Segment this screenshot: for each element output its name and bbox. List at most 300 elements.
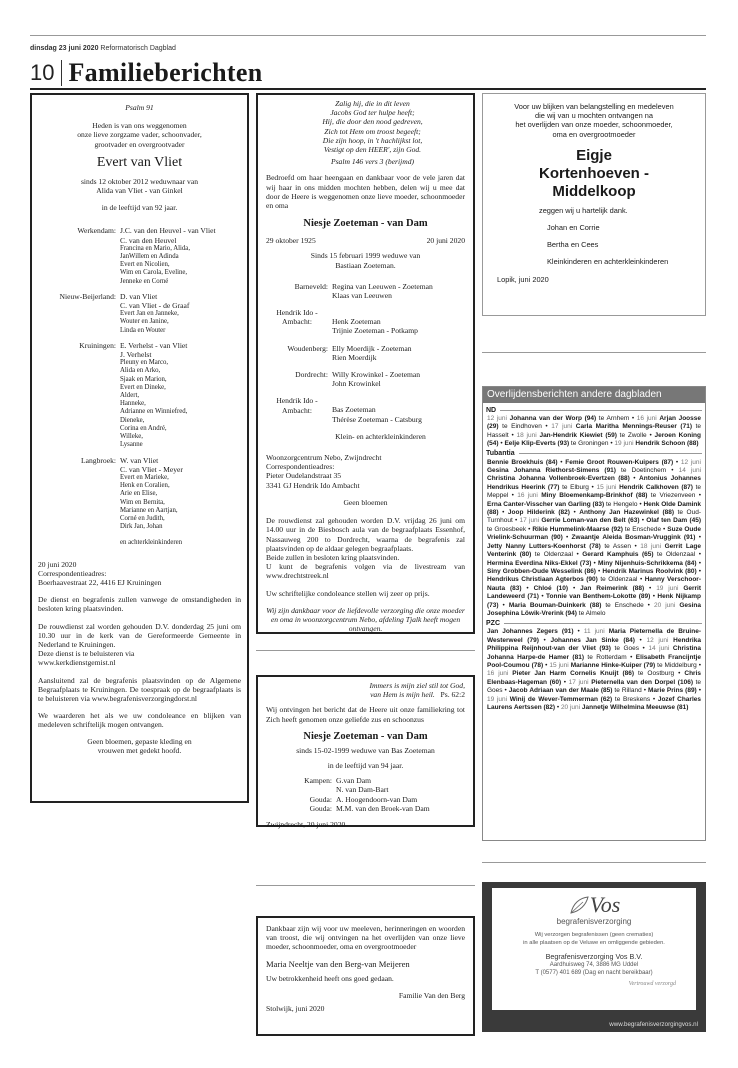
vos-url[interactable]: www.begrafenisverzorgingvos.nl: [609, 1021, 698, 1028]
entry-place: te Hengelo: [604, 500, 638, 508]
entry-separator: •: [637, 500, 644, 508]
entry-name: Gerrie Loman-van den Belt (63): [541, 517, 640, 525]
intro-line: die wij van u mochten ontvangen na: [535, 111, 653, 121]
family-member: Henk Zoeteman: [332, 317, 381, 327]
verse-line: Hij, die door den nood gedreven,: [322, 117, 423, 127]
entry-place: te Breskens: [612, 695, 651, 703]
grandchild: Evert en Marieke,: [120, 473, 169, 481]
grandchild: Evert Jan en Janneke,: [120, 310, 179, 318]
entry-date: 17 juni: [568, 678, 592, 686]
entry-date: 19 juni: [614, 440, 636, 448]
entry-separator: •: [508, 492, 518, 500]
closing-line-2: vrouwen met gedekt hoofd.: [97, 745, 182, 755]
family-group: [266, 396, 465, 423]
family-signature: Familie Van den Berg: [398, 990, 465, 1000]
entry-separator: •: [650, 593, 658, 601]
verse-line: Immers is mijn ziel stil tot God,: [369, 681, 465, 690]
grandchild: Hanneke,: [120, 400, 146, 408]
entry-name: Hendrik Marinus Roolvink (80): [602, 567, 697, 575]
family-member: J.C. van den Heuvel - van Vliet: [120, 226, 216, 236]
death-entry: [549, 662, 696, 669]
entry-place: te Rotterdam: [584, 653, 627, 661]
address-line: Pieter Oudelandstraat 35: [266, 471, 342, 481]
entry-separator: •: [629, 415, 637, 422]
death-entry: [598, 560, 697, 567]
family-member: Rien Moerdijk: [332, 352, 377, 362]
family-member: J. Verhelst: [120, 350, 152, 360]
entry-name: Tonnie van Benthem-Lokotte (89): [546, 593, 651, 601]
entry-separator: •: [695, 534, 701, 542]
entry-name: Anthony Jan Hazewinkel (88): [579, 509, 675, 517]
family-list: [38, 226, 241, 547]
entry-name: Marie Prins (89): [647, 687, 697, 695]
entry-place: te Goes: [487, 678, 702, 695]
entry-separator: •: [646, 431, 655, 439]
death-entry: [534, 585, 569, 592]
family-member: Bas Zoeteman: [332, 405, 376, 415]
grandchild: Corné en Judith,: [120, 514, 165, 522]
place-date: Lopik, juni 2020: [497, 274, 549, 284]
verse-line: Vestigt op den HEER', zijn God.: [323, 145, 422, 155]
entry-name: Arjan Joosse (29): [487, 415, 701, 431]
entry-date: 11 juni: [583, 628, 609, 636]
intro-line-2: onze lieve zorgzame vader, schoonvader,: [77, 130, 202, 140]
entry-name: Zwaantje Aleida Bosman-Vruggink (91): [571, 534, 696, 542]
entry-date: 17 juni: [551, 423, 576, 431]
entry-separator: •: [541, 423, 552, 431]
leaf-logo-icon: [568, 894, 590, 916]
grandchild: Dirk Jan, Johan: [120, 523, 163, 531]
grandchild: Evert en Nicolien,: [120, 261, 170, 269]
entry-separator: •: [696, 687, 701, 695]
paragraph-1: De rouwdienst zal gehouden worden D.V. vrijdag 26 juni om 14.00 uur in de Biesbosch aula van de begraafplaats Essenhof, Nassauweg 200 to Dordrecht, waarna de begrafenis zal plaatsvinden op de aldaar gelegen begraafplaats.: [266, 516, 465, 553]
verse-line: Die zijn hoop, in 't hachlijkst lot,: [322, 135, 423, 145]
paragraph-1b: Beide zullen in besloten kring plaatsvinden.: [266, 552, 400, 562]
entry-separator: •: [639, 645, 649, 653]
notice-date: 20 juni 2020: [38, 559, 77, 569]
vos-phone: T (0577) 401 689 (Dag en nacht bereikbaar): [535, 970, 653, 976]
region-entries-tubantia: [483, 459, 705, 619]
grandchild: Arie en Elise,: [120, 490, 158, 498]
entry-date: 19 juni: [656, 584, 684, 592]
vos-tagline: Vertrouwd verzorgd: [628, 981, 676, 987]
entry-separator: •: [644, 584, 657, 592]
entry-name: Jan-Hendrik Kiewiet (59): [539, 431, 617, 439]
place-label: Werkendam:: [77, 226, 116, 236]
paragraph-4: We waarderen het als we uw condoleance en blijken van medeleven schriftelijk mogen ontvangen.: [38, 711, 241, 730]
place-label: Dordrecht:: [295, 370, 328, 380]
death-entry: [487, 576, 637, 583]
entry-name: Johannes Jan Sinke (84): [550, 636, 635, 644]
grandchild: Wouter en Janine,: [120, 318, 169, 326]
vos-company: Begrafenisverzorging Vos B.V.: [545, 952, 643, 961]
death-entry: [487, 459, 558, 466]
death-entry: [532, 526, 661, 533]
entry-name: Maria Pieternella de Bruine-Westerweel (79): [487, 628, 701, 644]
entry-separator: •: [695, 492, 702, 500]
region-entries-pzc: [483, 628, 705, 712]
family-member: Elly Moerdijk - Zoeteman: [332, 343, 412, 353]
place-date: Stolwijk, juni 2020: [266, 1004, 325, 1014]
family-member: Trijnie Zoeteman - Potkamp: [332, 326, 418, 336]
family-member: D. van Vliet: [120, 291, 158, 301]
entry-date: 14 juni: [678, 467, 702, 475]
entry-place: te Goes: [610, 645, 640, 653]
entry-name: Hendrikus Christiaan Agterbos (90): [487, 576, 598, 584]
death-entry: [509, 687, 642, 694]
entry-separator: •: [569, 509, 580, 517]
vos-address: Aardhuisweg 74, 3886 MG Uddel: [549, 962, 639, 968]
since-line-1: Sinds 15 februari 1999 weduwe van: [310, 251, 421, 261]
death-entry: [520, 517, 640, 524]
entry-name: Jetty Nanny Lutters-Koenhorst (78): [487, 542, 601, 550]
death-notice-niesje-zoeteman: [256, 93, 475, 634]
paragraph-2: Uw schriftelijke condoleance stellen wij zeer op prijs.: [266, 588, 430, 598]
grandchild: Lysanne: [120, 441, 143, 449]
death-entry: [580, 585, 644, 592]
entry-name: Chloé (10): [533, 584, 569, 592]
entry-separator: •: [521, 584, 534, 592]
paragraph-2b: Deze dienst is te beluisteren via: [38, 649, 135, 659]
entry-name: Winij de Wever-Temmerman (62): [509, 695, 613, 703]
vos-subtitle: begrafenisverzorging: [556, 917, 632, 926]
entry-place: te Arnhem: [596, 415, 630, 422]
entry-name: Siny Grobben-Oude Wesselink (86): [487, 567, 596, 575]
family-group: [266, 804, 465, 813]
place-label: Kampen:: [304, 776, 332, 786]
grandchild: Wim en Carola, Eveline,: [120, 269, 188, 277]
region-label-nd: ND: [483, 405, 705, 415]
grandchild: Corina en André,: [120, 424, 167, 432]
entry-date: 14 juni: [648, 645, 673, 653]
family-member: Regina van Leeuwen - Zoeteman: [332, 281, 433, 291]
grandchild: Jenneke en Corné: [120, 277, 169, 285]
family-member: Thérèse Zoeteman - Catsburg: [332, 414, 422, 424]
entry-name: Antonius Johannes Hendrikus Heerink (77): [487, 475, 701, 491]
entry-name: Hermina Everdina Niks-Ekkel (73): [487, 559, 592, 567]
entry-place: te Oldenzaal: [531, 551, 573, 559]
entry-name: Jacob Adriaan van der Maale (85): [508, 687, 613, 695]
deceased-name: Niesje Zoeteman - van Dam: [303, 730, 428, 742]
age-line: in de leeftijd van 92 jaar.: [101, 203, 178, 213]
vos-line-1: Wij verzorgen begrafenissen (geen crematies): [534, 932, 654, 938]
death-entry: [565, 459, 673, 466]
entry-date: 20 juni: [653, 601, 680, 609]
family-member: Klaas van Leeuwen: [332, 291, 392, 301]
entry-place: te Middelburg: [655, 661, 697, 669]
address-line: Woonzorgcentrum Nebo, Zwijndrecht: [266, 453, 382, 463]
family-member: N. van Dam-Bart: [336, 785, 389, 795]
verse-line: Jacobs God ter hulpe heeft;: [330, 108, 415, 118]
death-entry: [487, 628, 573, 635]
entry-separator: •: [673, 458, 681, 466]
death-entry: [572, 534, 696, 541]
family-member: W. van Vliet: [120, 455, 159, 465]
family-line: Bertha en Cees: [547, 240, 599, 250]
entry-separator: •: [641, 687, 648, 695]
paragraph-1c: U kunt de begrafenis volgen via de livestream van www.drechtstreek.nl: [266, 562, 465, 581]
section-heading: Overlijdensberichten andere dagbladen: [483, 387, 705, 403]
death-entry: [648, 687, 697, 694]
family-group: [38, 456, 241, 474]
entry-name: Maria Bouman-Duinkerk (88): [508, 601, 602, 609]
death-entry: [509, 602, 644, 609]
entry-date: 16 juni: [517, 492, 542, 500]
entry-separator: •: [498, 601, 509, 609]
intro: Wij ontvingen het bericht dat de Heere uit onze familiekring tot Zich heeft genomen onze geliefde zus en schoonzus: [266, 705, 465, 724]
family-group: [38, 341, 241, 359]
death-entry: [508, 509, 570, 516]
entry-separator: •: [591, 559, 598, 567]
entry-separator: •: [557, 458, 566, 466]
entry-name: Marianne Hinke-Kuiper (79): [570, 661, 656, 669]
grandchild: Dieneke,: [120, 416, 145, 424]
family-member: M.M. van den Broek-van Dam: [336, 803, 430, 813]
entry-place: te Groningen: [569, 440, 609, 448]
paragraph-1: De dienst en begrafenis zullen vanwege de omstandigheden in besloten kring plaatsvinden.: [38, 595, 241, 614]
no-flowers: Geen bloemen: [343, 497, 388, 507]
entry-separator: •: [538, 636, 551, 644]
entry-separator: •: [696, 559, 701, 567]
address-line: Correspondentieadres:: [266, 462, 335, 472]
family-member: E. Verhelst - van Vliet: [120, 340, 188, 350]
region-entries-nd: [483, 415, 705, 449]
entry-date: 15 juni: [596, 483, 620, 491]
entry-separator: •: [626, 653, 636, 661]
place-label: Barneveld:: [294, 281, 328, 291]
entry-separator: •: [502, 687, 509, 695]
verse-line: van Hem is mijn heil.: [370, 690, 435, 700]
entry-place: te Rilland: [612, 687, 642, 695]
family-member: Willy Krowinkel - Zoeteman: [332, 370, 421, 380]
grandchild: Alida en Arko,: [120, 367, 161, 375]
intro-line-1: Heden is van ons weggenomen: [92, 121, 187, 131]
place-label: Kruiningen:: [79, 340, 116, 350]
entry-separator: •: [573, 628, 584, 636]
entry-name: Johanna van der Worp (94): [509, 415, 597, 422]
entry-place: te Elburg: [559, 483, 589, 491]
entry-date: 18 juni: [640, 542, 665, 550]
paragraph-2: De rouwdienst zal worden gehouden D.V. donderdag 25 juni om 10.30 uur in de kerk van de Gereformeerde Gemeente in Nederland te Kruiningen.: [38, 621, 241, 649]
verse-ref: Ps. 62:2: [440, 690, 465, 700]
entry-name: Gerrit Landeweerd (71): [487, 584, 702, 601]
entry-name: Jan Reimerink (88): [580, 584, 645, 592]
death-entry: [602, 568, 696, 575]
entry-place: te Assen: [600, 542, 631, 550]
deceased-name: Maria Neeltje van den Berg-van Meijeren: [266, 958, 410, 969]
grandchild: Marianne en Aartjan,: [120, 506, 178, 514]
thanks-line: zeggen wij u hartelijk dank.: [539, 205, 628, 215]
entry-date: 12 juni: [646, 636, 674, 644]
death-entry: [546, 593, 650, 600]
death-entry: [517, 432, 647, 439]
entry-name: Hendrik Schoon (88): [635, 440, 699, 448]
deceased-name: Niesje Zoeteman - van Dam: [303, 218, 428, 230]
death-entry: [582, 551, 695, 558]
entry-date: 12 juni: [487, 415, 510, 422]
entry-separator: •: [572, 551, 583, 559]
entry-date: 12 juni: [680, 458, 701, 466]
entry-date: 18 juni: [516, 431, 540, 439]
vos-funeral-ad: [482, 882, 706, 1032]
page-header: [30, 60, 262, 86]
family-group: [266, 776, 465, 794]
death-entry: [487, 696, 650, 703]
grandchild: Francina en Mario, Alida,: [120, 244, 191, 252]
entry-name: Jannetje Wilhelmina Meeuwse (81): [581, 704, 689, 711]
entry-date: 16 juni: [487, 670, 513, 678]
entry-name: Gesina Johanna Riethorst-Simens (91): [487, 467, 616, 475]
entry-place: te Zwolle: [616, 431, 647, 439]
grandchild: JanWillem en Adinda: [120, 253, 179, 261]
intro-line: Voor uw blijken van belangstelling en medeleven: [514, 102, 674, 111]
death-entry: [517, 492, 695, 499]
vos-line-2: in alle plaatsen op de Veluwe en omliggende gebieden.: [523, 939, 665, 946]
place-date: Zwijndrecht, 20 juni 2020: [266, 820, 346, 830]
since-line-2: Bastiaan Zoeteman.: [335, 260, 396, 270]
entry-separator: •: [666, 467, 679, 475]
grandchild: Wim en Bernita,: [120, 498, 165, 506]
divider: [256, 650, 475, 651]
vos-ad-panel: [492, 888, 696, 1010]
family-member: C. van Vliet - Meyer: [120, 464, 183, 474]
verse-line: Zich tot Hem om troost begeeft;: [324, 126, 421, 136]
entry-separator: •: [634, 636, 647, 644]
intro-line: oma en overgrootmoeder: [552, 129, 636, 139]
entry-name: Jozef Charles Laurens Aertssen (82): [487, 695, 701, 711]
kerkdienst-link[interactable]: www.kerkdienstgemist.nl: [38, 658, 116, 668]
entry-separator: •: [608, 440, 615, 448]
entry-name: Gerard Kamphuis (65): [582, 551, 654, 559]
death-entry: [487, 543, 631, 550]
family-group: [266, 344, 465, 362]
entry-date: 17 juni: [519, 517, 542, 525]
deceased-name-line: Kortenhoeven -: [538, 164, 649, 182]
death-entry: [487, 415, 629, 422]
place-label: Nieuw-Beijerland:: [59, 291, 116, 301]
death-entry: [550, 637, 634, 644]
entry-place: te Eindhoven: [498, 423, 542, 431]
entry-name: Olaf ten Dam (45): [646, 517, 702, 525]
death-entry: [614, 440, 698, 447]
death-notice-evert-van-vliet: [30, 93, 249, 803]
divider: [482, 862, 706, 863]
entry-separator: •: [498, 509, 508, 517]
entry-name: Rikie Hummelink-Maarse (92): [532, 525, 623, 533]
entry-name: Henk Nijkamp (73): [487, 593, 701, 609]
region-label-pzc: PZC: [483, 618, 705, 628]
entry-place: te Oud-Turnhout: [487, 509, 701, 525]
grandchild: Henk en Coralien,: [120, 482, 170, 490]
deceased-name-line: Eigje: [576, 146, 612, 164]
entry-separator: •: [512, 517, 520, 525]
grandchild: Linda en Wouter: [120, 326, 166, 334]
family-line: Kleinkinderen en achterkleinkinderen: [547, 257, 669, 267]
family-member: C. van Vliet - de Graaf: [120, 301, 190, 311]
family-group: [266, 282, 465, 300]
entry-name: Jan Johannes Zegers (91): [487, 628, 574, 636]
grandchild: Adrianne en Winniefred,: [120, 408, 188, 416]
deceased-name-line: Middelkoop: [552, 182, 636, 200]
family-group: [266, 370, 465, 388]
death-entry: [487, 560, 591, 567]
family-group: [38, 292, 241, 310]
entry-separator: •: [643, 601, 654, 609]
entry-place: te Groesbeek: [487, 525, 527, 533]
grandchild: Aldert,: [120, 392, 140, 400]
entry-separator: •: [555, 704, 561, 711]
paragraph-3: Aansluitend zal de begrafenis plaatsvinden op de Algemene Begraafplaats te Kruiningen. De toespraak op de begraafplaats is te beluisteren via www.begrafenisverzorgingdorst.nl: [38, 675, 241, 703]
entry-name: Hendrik Calkhoven (87): [619, 483, 693, 491]
entry-name: Joop Hilderink (82): [507, 509, 570, 517]
entry-separator: •: [568, 584, 581, 592]
entry-name: Henk Olde Damink (88): [487, 500, 701, 517]
intro-line-3: grootvader en overgrootvader: [94, 139, 185, 149]
verse-ref: Psalm 146 vers 3 (berijmd): [330, 157, 415, 167]
thank-you-notice-kortenhoeven: [482, 93, 706, 316]
since-line-1: sinds 12 oktober 2012 weduwnaar van: [80, 176, 199, 186]
death-date: 20 juni 2020: [426, 236, 465, 246]
entry-separator: •: [588, 483, 597, 491]
entry-name: Bennie Broekhuis (84): [487, 458, 558, 466]
place-label: Hendrik Ido - Ambacht:: [276, 308, 318, 327]
entry-place: te Oldenzaal: [597, 576, 638, 584]
intro-line: het overlijden van onze moeder, schoonmoeder,: [515, 120, 673, 130]
entry-place: te Meppel: [487, 483, 701, 500]
entry-name: Pieternella van den Dorpel (106): [591, 678, 693, 686]
death-notices-other-papers: [482, 386, 706, 841]
grandchildren: Klein- en achterkleinkinderen: [335, 431, 426, 441]
entry-place: te Doetinchem: [615, 467, 667, 475]
family-group: [266, 795, 465, 804]
entry-place: te Hasselt: [487, 423, 701, 439]
entry-separator: •: [630, 542, 641, 550]
entry-separator: •: [696, 661, 701, 669]
entry-separator: •: [562, 534, 572, 542]
family-group: [38, 226, 241, 244]
grandchild: Sjaak en Marion,: [120, 375, 167, 383]
deceased-name: Evert van Vliet: [96, 154, 183, 170]
corr-label: Correspondentieadres:: [38, 568, 107, 578]
section-title: Familieberichten: [68, 58, 263, 87]
entry-separator: •: [639, 517, 647, 525]
entry-separator: •: [498, 440, 505, 448]
entry-date: 15 juni: [549, 661, 571, 669]
entry-place: te Almelo: [576, 609, 606, 617]
death-entry: [561, 704, 688, 711]
great-grandchildren: en achterkleinkinderen: [120, 539, 183, 547]
since-line: sinds 15-02-1999 weduwe van Bas Zoeteman: [296, 745, 435, 755]
entry-place: te Vriezenveen: [647, 492, 696, 500]
entry-separator: •: [650, 695, 658, 703]
since-line-2: Alida van Vliet - van Ginkel: [96, 186, 183, 196]
death-entry: [504, 440, 608, 447]
entry-name: Miny Bloemenkamp-Brinkhof (88): [541, 492, 648, 500]
family-line: Johan en Corrie: [547, 223, 600, 233]
entry-separator: •: [661, 525, 668, 533]
entry-name: Christina Johanna Vollenbroek-Evertzen (88): [487, 475, 630, 483]
family-group: [266, 308, 465, 335]
grandchild: Willeke,: [120, 433, 143, 441]
place-label: Woudenberg:: [287, 343, 328, 353]
entry-name: Gerrit Lage Venterink (80): [487, 542, 701, 559]
newspaper-name: Reformatorisch Dagblad: [100, 45, 176, 52]
grandchild: Pleuny en Marco,: [120, 359, 169, 367]
entry-name: Christina Johanna Harpe-de Hamer (81): [487, 645, 701, 661]
death-entry: [487, 501, 637, 508]
entry-place: te Enschede: [622, 525, 662, 533]
closing-line-1: Geen bloemen, gepaste kleding en: [87, 736, 192, 746]
